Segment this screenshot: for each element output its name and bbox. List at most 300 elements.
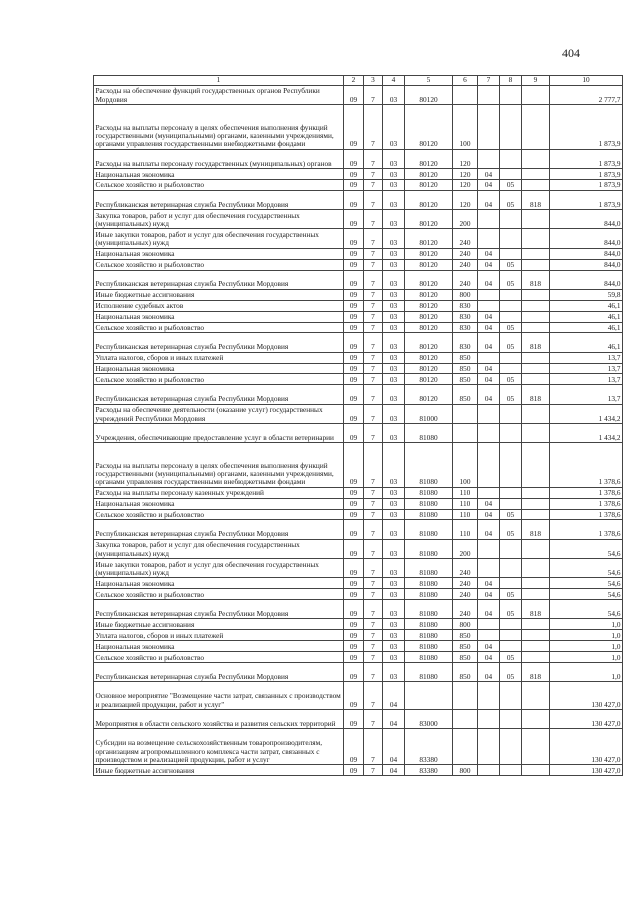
code-col-7 — [478, 423, 500, 442]
sum-cell: 130 427,0 — [550, 729, 623, 765]
code-col-2: 09 — [344, 509, 364, 520]
code-col-2: 09 — [344, 729, 364, 765]
table-row — [94, 589, 623, 600]
table-row — [94, 559, 623, 578]
code-col-3: 7 — [364, 443, 383, 488]
code-col-4: 03 — [383, 229, 405, 248]
code-col-7: 04 — [478, 270, 500, 289]
code-col-5: 81080 — [405, 630, 453, 641]
code-col-2: 09 — [344, 149, 364, 168]
table-row — [94, 333, 623, 352]
code-col-8 — [500, 149, 522, 168]
code-col-4: 03 — [383, 559, 405, 578]
code-col-6: 830 — [453, 322, 478, 333]
code-col-9 — [522, 86, 550, 105]
code-col-9: 818 — [522, 333, 550, 352]
code-col-6: 110 — [453, 509, 478, 520]
code-col-2: 09 — [344, 248, 364, 259]
table-row — [94, 385, 623, 404]
sum-cell: 2 777,7 — [550, 86, 623, 105]
row-name-cell: Национальная экономика — [94, 578, 344, 589]
code-col-7: 04 — [478, 333, 500, 352]
code-col-8: 05 — [500, 322, 522, 333]
code-col-6 — [453, 729, 478, 765]
table-row — [94, 520, 623, 539]
code-col-6 — [453, 709, 478, 728]
sum-cell: 130 427,0 — [550, 709, 623, 728]
code-col-6: 240 — [453, 600, 478, 619]
row-name-cell: Республиканская ветеринарная служба Республики Мордовия — [94, 190, 344, 209]
code-col-9 — [522, 229, 550, 248]
code-col-9 — [522, 423, 550, 442]
code-col-9 — [522, 487, 550, 498]
code-col-4: 03 — [383, 509, 405, 520]
code-col-9 — [522, 322, 550, 333]
sum-cell: 46,1 — [550, 322, 623, 333]
code-col-6: 850 — [453, 641, 478, 652]
code-col-8 — [500, 300, 522, 311]
row-name-cell: Национальная экономика — [94, 311, 344, 322]
code-col-7 — [478, 630, 500, 641]
table-row — [94, 652, 623, 663]
code-col-9 — [522, 652, 550, 663]
sum-cell: 1 873,9 — [550, 190, 623, 209]
row-name-cell: Расходы на обеспечение функций государственных органов Республики Мордовия — [94, 86, 344, 105]
code-col-7 — [478, 149, 500, 168]
row-name-cell: Республиканская ветеринарная служба Республики Мордовия — [94, 270, 344, 289]
code-col-3: 7 — [364, 662, 383, 681]
code-col-6 — [453, 423, 478, 442]
code-col-3: 7 — [364, 600, 383, 619]
code-col-4: 03 — [383, 105, 405, 150]
row-name-cell: Национальная экономика — [94, 641, 344, 652]
code-col-4: 04 — [383, 765, 405, 776]
table-row — [94, 179, 623, 190]
code-col-8: 05 — [500, 520, 522, 539]
code-col-7 — [478, 682, 500, 710]
code-col-7: 04 — [478, 652, 500, 663]
code-col-5: 81080 — [405, 641, 453, 652]
code-col-3: 7 — [364, 729, 383, 765]
code-col-3: 7 — [364, 210, 383, 229]
code-col-4: 03 — [383, 487, 405, 498]
code-col-5: 83000 — [405, 709, 453, 728]
sum-cell: 1 873,9 — [550, 179, 623, 190]
code-col-2: 09 — [344, 498, 364, 509]
code-col-8 — [500, 363, 522, 374]
code-col-7 — [478, 443, 500, 488]
row-name-cell: Иные бюджетные ассигнования — [94, 289, 344, 300]
code-col-6: 240 — [453, 229, 478, 248]
code-col-2: 09 — [344, 539, 364, 558]
code-col-2: 09 — [344, 363, 364, 374]
code-col-4: 03 — [383, 423, 405, 442]
code-col-8 — [500, 423, 522, 442]
code-col-3: 7 — [364, 619, 383, 630]
header-cell: 6 — [453, 76, 478, 86]
row-name-cell: Иные закупки товаров, работ и услуг для обеспечения государственных (муниципальных) нужд — [94, 229, 344, 248]
code-col-5: 80120 — [405, 169, 453, 180]
code-col-8 — [500, 539, 522, 558]
code-col-4: 03 — [383, 179, 405, 190]
code-col-8 — [500, 729, 522, 765]
code-col-3: 7 — [364, 86, 383, 105]
table-row — [94, 311, 623, 322]
code-col-6: 800 — [453, 289, 478, 300]
code-col-3: 7 — [364, 333, 383, 352]
code-col-6 — [453, 86, 478, 105]
code-col-8 — [500, 559, 522, 578]
code-col-5: 81080 — [405, 652, 453, 663]
code-col-3: 7 — [364, 509, 383, 520]
code-col-5: 80120 — [405, 311, 453, 322]
sum-cell: 13,7 — [550, 374, 623, 385]
row-name-cell: Иные закупки товаров, работ и услуг для обеспечения государственных (муниципальных) нужд — [94, 559, 344, 578]
code-col-5: 81080 — [405, 443, 453, 488]
code-col-5: 83380 — [405, 729, 453, 765]
code-col-8 — [500, 641, 522, 652]
code-col-9 — [522, 363, 550, 374]
row-name-cell: Уплата налогов, сборов и иных платежей — [94, 630, 344, 641]
code-col-7 — [478, 765, 500, 776]
sum-cell: 1 378,6 — [550, 487, 623, 498]
code-col-8 — [500, 709, 522, 728]
code-col-7: 04 — [478, 179, 500, 190]
code-col-6: 830 — [453, 333, 478, 352]
row-name-cell: Расходы на выплаты персоналу в целях обеспечения выполнения функций государственными (муниципальными) органами, казенными учреждениями, органами управления государственными внебюджетными фондами — [94, 105, 344, 150]
code-col-3: 7 — [364, 190, 383, 209]
code-col-5: 80120 — [405, 210, 453, 229]
table-row — [94, 363, 623, 374]
code-col-7 — [478, 86, 500, 105]
sum-cell: 1 378,6 — [550, 509, 623, 520]
row-name-cell: Расходы на выплаты персоналу казенных учреждений — [94, 487, 344, 498]
code-col-3: 7 — [364, 248, 383, 259]
code-col-9 — [522, 559, 550, 578]
row-name-cell: Сельское хозяйство и рыболовство — [94, 179, 344, 190]
code-col-9 — [522, 169, 550, 180]
sum-cell: 1 434,2 — [550, 404, 623, 423]
sum-cell: 1,0 — [550, 652, 623, 663]
sum-cell: 46,1 — [550, 311, 623, 322]
code-col-5: 81080 — [405, 600, 453, 619]
code-col-9 — [522, 589, 550, 600]
code-col-2: 09 — [344, 311, 364, 322]
code-col-5: 80120 — [405, 289, 453, 300]
code-col-3: 7 — [364, 682, 383, 710]
code-col-6: 120 — [453, 149, 478, 168]
code-col-9 — [522, 729, 550, 765]
code-col-3: 7 — [364, 652, 383, 663]
code-col-8: 05 — [500, 589, 522, 600]
code-col-7: 04 — [478, 509, 500, 520]
code-col-6: 850 — [453, 630, 478, 641]
code-col-3: 7 — [364, 289, 383, 300]
code-col-5: 80120 — [405, 105, 453, 150]
header-cell: 5 — [405, 76, 453, 86]
code-col-7: 04 — [478, 662, 500, 681]
code-col-4: 03 — [383, 404, 405, 423]
row-name-cell: Иные бюджетные ассигнования — [94, 765, 344, 776]
sum-cell: 844,0 — [550, 229, 623, 248]
table-row — [94, 539, 623, 558]
page-number: 404 — [562, 46, 580, 60]
table-row — [94, 662, 623, 681]
table-row — [94, 210, 623, 229]
code-col-8: 05 — [500, 509, 522, 520]
code-col-5: 80120 — [405, 363, 453, 374]
code-col-2: 09 — [344, 589, 364, 600]
code-col-7 — [478, 404, 500, 423]
code-col-7 — [478, 619, 500, 630]
row-name-cell: Республиканская ветеринарная служба Республики Мордовия — [94, 662, 344, 681]
code-col-4: 03 — [383, 385, 405, 404]
sum-cell: 844,0 — [550, 259, 623, 270]
code-col-5: 81080 — [405, 559, 453, 578]
code-col-6: 850 — [453, 352, 478, 363]
code-col-9: 818 — [522, 385, 550, 404]
sum-cell: 1 378,6 — [550, 498, 623, 509]
code-col-6: 240 — [453, 559, 478, 578]
code-col-4: 03 — [383, 333, 405, 352]
code-col-5: 80120 — [405, 333, 453, 352]
sum-cell: 13,7 — [550, 385, 623, 404]
code-col-4: 03 — [383, 374, 405, 385]
code-col-6 — [453, 404, 478, 423]
code-col-2: 09 — [344, 105, 364, 150]
sum-cell: 59,8 — [550, 289, 623, 300]
code-col-7 — [478, 539, 500, 558]
code-col-5: 83380 — [405, 765, 453, 776]
table-row — [94, 169, 623, 180]
code-col-7: 04 — [478, 322, 500, 333]
code-col-5: 80120 — [405, 179, 453, 190]
code-col-4: 03 — [383, 270, 405, 289]
code-col-8 — [500, 229, 522, 248]
row-name-cell: Сельское хозяйство и рыболовство — [94, 322, 344, 333]
code-col-4: 03 — [383, 322, 405, 333]
code-col-9 — [522, 105, 550, 150]
code-col-9 — [522, 179, 550, 190]
code-col-5: 80120 — [405, 259, 453, 270]
code-col-8 — [500, 105, 522, 150]
code-col-6: 240 — [453, 270, 478, 289]
sum-cell: 1,0 — [550, 662, 623, 681]
code-col-9: 818 — [522, 520, 550, 539]
row-name-cell: Национальная экономика — [94, 498, 344, 509]
code-col-3: 7 — [364, 404, 383, 423]
code-col-2: 09 — [344, 578, 364, 589]
code-col-3: 7 — [364, 487, 383, 498]
code-col-5: 81080 — [405, 423, 453, 442]
code-col-9 — [522, 352, 550, 363]
code-col-3: 7 — [364, 498, 383, 509]
code-col-8 — [500, 86, 522, 105]
code-col-2: 09 — [344, 559, 364, 578]
code-col-8 — [500, 487, 522, 498]
table-body — [94, 86, 623, 776]
code-col-2: 09 — [344, 641, 364, 652]
code-col-7: 04 — [478, 385, 500, 404]
sum-cell: 46,1 — [550, 333, 623, 352]
row-name-cell: Национальная экономика — [94, 248, 344, 259]
code-col-2: 09 — [344, 333, 364, 352]
code-col-7: 04 — [478, 520, 500, 539]
code-col-6: 110 — [453, 520, 478, 539]
table-row — [94, 229, 623, 248]
code-col-3: 7 — [364, 539, 383, 558]
row-name-cell: Сельское хозяйство и рыболовство — [94, 652, 344, 663]
row-name-cell: Сельское хозяйство и рыболовство — [94, 374, 344, 385]
row-name-cell: Республиканская ветеринарная служба Республики Мордовия — [94, 385, 344, 404]
code-col-6: 240 — [453, 578, 478, 589]
code-col-4: 04 — [383, 682, 405, 710]
code-col-7: 04 — [478, 641, 500, 652]
code-col-6: 200 — [453, 539, 478, 558]
header-cell: 9 — [522, 76, 550, 86]
code-col-5: 80120 — [405, 374, 453, 385]
code-col-5: 80120 — [405, 190, 453, 209]
code-col-4: 03 — [383, 149, 405, 168]
code-col-8: 05 — [500, 600, 522, 619]
row-name-cell: Расходы на обеспечение деятельности (оказание услуг) государственных учреждений Республики Мордовия — [94, 404, 344, 423]
code-col-3: 7 — [364, 105, 383, 150]
code-col-3: 7 — [364, 520, 383, 539]
code-col-3: 7 — [364, 322, 383, 333]
code-col-7 — [478, 229, 500, 248]
code-col-8: 05 — [500, 190, 522, 209]
row-name-cell: Сельское хозяйство и рыболовство — [94, 589, 344, 600]
code-col-6: 100 — [453, 105, 478, 150]
code-col-2: 09 — [344, 652, 364, 663]
code-col-8 — [500, 630, 522, 641]
code-col-6: 240 — [453, 259, 478, 270]
code-col-4: 03 — [383, 289, 405, 300]
table-row — [94, 630, 623, 641]
code-col-2: 09 — [344, 229, 364, 248]
code-col-9: 818 — [522, 190, 550, 209]
row-name-cell: Национальная экономика — [94, 363, 344, 374]
code-col-7 — [478, 105, 500, 150]
table-header-row — [94, 76, 623, 86]
code-col-5: 80120 — [405, 86, 453, 105]
code-col-6: 830 — [453, 311, 478, 322]
code-col-6: 110 — [453, 498, 478, 509]
code-col-4: 03 — [383, 259, 405, 270]
code-col-5: 81080 — [405, 619, 453, 630]
code-col-5: 80120 — [405, 322, 453, 333]
sum-cell: 1 434,2 — [550, 423, 623, 442]
sum-cell: 844,0 — [550, 210, 623, 229]
code-col-3: 7 — [364, 259, 383, 270]
code-col-8: 05 — [500, 179, 522, 190]
code-col-9 — [522, 289, 550, 300]
code-col-3: 7 — [364, 229, 383, 248]
code-col-2: 09 — [344, 682, 364, 710]
code-col-5: 81080 — [405, 578, 453, 589]
code-col-4: 03 — [383, 352, 405, 363]
code-col-2: 09 — [344, 270, 364, 289]
code-col-4: 03 — [383, 300, 405, 311]
code-col-9 — [522, 443, 550, 488]
code-col-6: 850 — [453, 374, 478, 385]
code-col-4: 04 — [383, 729, 405, 765]
code-col-8 — [500, 311, 522, 322]
code-col-6: 110 — [453, 487, 478, 498]
code-col-7 — [478, 300, 500, 311]
code-col-3: 7 — [364, 169, 383, 180]
code-col-4: 03 — [383, 539, 405, 558]
sum-cell: 1,0 — [550, 619, 623, 630]
code-col-9 — [522, 300, 550, 311]
sum-cell: 1,0 — [550, 641, 623, 652]
code-col-7: 04 — [478, 498, 500, 509]
code-col-3: 7 — [364, 630, 383, 641]
code-col-7: 04 — [478, 311, 500, 322]
table-row — [94, 300, 623, 311]
row-name-cell: Уплата налогов, сборов и иных платежей — [94, 352, 344, 363]
code-col-7: 04 — [478, 589, 500, 600]
code-col-2: 09 — [344, 169, 364, 180]
table-row — [94, 149, 623, 168]
code-col-4: 04 — [383, 709, 405, 728]
code-col-4: 03 — [383, 578, 405, 589]
code-col-6: 120 — [453, 179, 478, 190]
sum-cell: 844,0 — [550, 248, 623, 259]
table-row — [94, 729, 623, 765]
sum-cell: 130 427,0 — [550, 765, 623, 776]
code-col-2: 09 — [344, 709, 364, 728]
code-col-6: 100 — [453, 443, 478, 488]
code-col-4: 03 — [383, 662, 405, 681]
code-col-8 — [500, 578, 522, 589]
code-col-2: 09 — [344, 322, 364, 333]
code-col-4: 03 — [383, 363, 405, 374]
sum-cell: 1 873,9 — [550, 149, 623, 168]
table-row — [94, 682, 623, 710]
sum-cell: 130 427,0 — [550, 682, 623, 710]
sum-cell: 1 378,6 — [550, 443, 623, 488]
code-col-3: 7 — [364, 589, 383, 600]
code-col-6: 800 — [453, 619, 478, 630]
code-col-7: 04 — [478, 363, 500, 374]
table-row — [94, 105, 623, 150]
code-col-8 — [500, 498, 522, 509]
code-col-8 — [500, 289, 522, 300]
code-col-4: 03 — [383, 248, 405, 259]
code-col-7: 04 — [478, 169, 500, 180]
code-col-2: 09 — [344, 374, 364, 385]
code-col-4: 03 — [383, 169, 405, 180]
code-col-7 — [478, 352, 500, 363]
sum-cell: 54,6 — [550, 539, 623, 558]
code-col-3: 7 — [364, 300, 383, 311]
code-col-6: 240 — [453, 248, 478, 259]
code-col-2: 09 — [344, 385, 364, 404]
code-col-3: 7 — [364, 641, 383, 652]
code-col-3: 7 — [364, 423, 383, 442]
table-row — [94, 619, 623, 630]
code-col-9 — [522, 539, 550, 558]
code-col-8 — [500, 352, 522, 363]
code-col-5: 80120 — [405, 229, 453, 248]
code-col-3: 7 — [364, 352, 383, 363]
code-col-5 — [405, 682, 453, 710]
code-col-8: 05 — [500, 259, 522, 270]
code-col-3: 7 — [364, 311, 383, 322]
code-col-2: 09 — [344, 765, 364, 776]
code-col-7: 04 — [478, 600, 500, 619]
